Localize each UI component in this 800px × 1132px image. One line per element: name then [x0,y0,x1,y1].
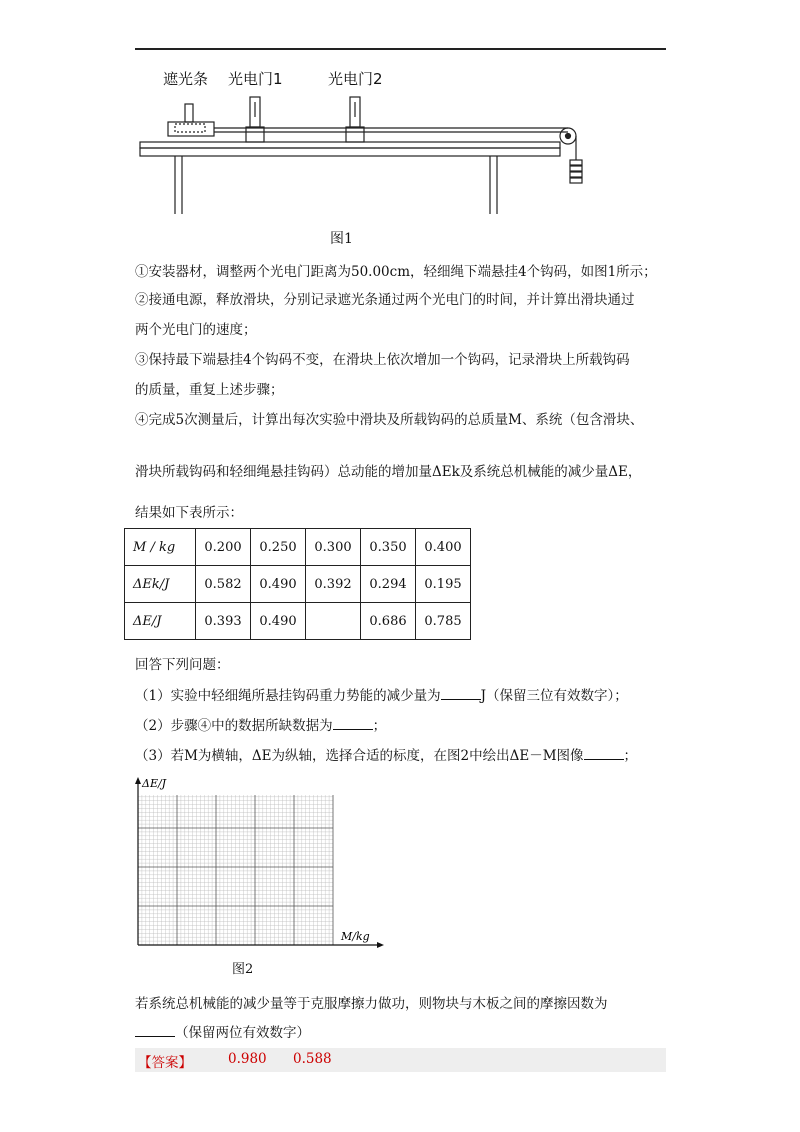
answer-blank [135,1022,175,1037]
y-axis-arrow [135,777,141,784]
table-row: ΔEk/J 0.582 0.490 0.392 0.294 0.195 [125,566,471,603]
step-4c: 结果如下表所示： [135,505,243,521]
y-axis-label: ΔE/J [142,777,167,790]
answer-blank [333,715,373,730]
step-3b: 的质量，重复上述步骤； [135,382,284,398]
data-table [124,528,471,640]
answer-value-1: 0.980 [228,1051,267,1067]
step-2b: 两个光电门的速度； [135,322,257,338]
label-light-strip: 遮光条 [163,70,209,88]
answer-bar [135,1048,666,1072]
apparatus-diagram [135,62,595,252]
questions-intro: 回答下列问题： [135,657,230,673]
step-4b: 滑块所载钩码和轻细绳悬挂钩码）总动能的增加量ΔEk及系统总机械能的减少量ΔE， [135,464,642,480]
label-gate-2: 光电门2 [328,70,383,88]
table-row: M / kg 0.200 0.250 0.300 0.350 0.400 [125,529,471,566]
figure1-caption: 图1 [330,231,353,247]
step-3a: ③保持最下端悬挂4个钩码不变，在滑块上依次增加一个钩码，记录滑块上所载钩码 [135,352,630,368]
answer-value-2: 0.588 [293,1051,332,1067]
track-lower [140,148,560,156]
step-1: ①安装器材，调整两个光电门距离为50.00cm，轻细绳下端悬挂4个钩码，如图1所示； [135,264,657,280]
answer-tag: 【答案】 [138,1055,192,1071]
question-3: （3）若M为横轴，ΔE为纵轴，选择合适的标度，在图2中绘出ΔE－M图像 ； [135,745,637,766]
answer-blank [441,685,481,700]
x-axis-label: M/kg [341,930,370,943]
question-4-line2: （保留两位有效数字） [135,1022,310,1043]
figure2-caption: 图2 [232,962,254,977]
step-4a: ④完成5次测量后，计算出每次实验中滑块及所载钩码的总质量M、系统（包含滑块、 [135,412,644,428]
label-gate-1: 光电门1 [228,70,283,88]
step-2a: ②接通电源，释放滑块，分别记录遮光条通过两个光电门的时间，并计算出滑块通过 [135,292,635,308]
track-upper [140,142,560,148]
light-strip [185,104,193,122]
question-4-line1: 若系统总机械能的减少量等于克服摩擦力做功，则物块与木板之间的摩擦因数为 [135,996,608,1012]
question-2: （2）步骤④中的数据所缺数据为 ； [135,715,386,736]
answer-blank [584,745,624,760]
graph-paper-figure [128,775,388,950]
table-row: ΔE/J 0.393 0.490 0.686 0.785 [125,603,471,640]
x-axis-arrow [377,942,384,948]
top-rule [135,48,666,50]
question-1: （1）实验中轻细绳所悬挂钩码重力势能的减少量为 J（保留三位有效数字）； [135,685,628,706]
